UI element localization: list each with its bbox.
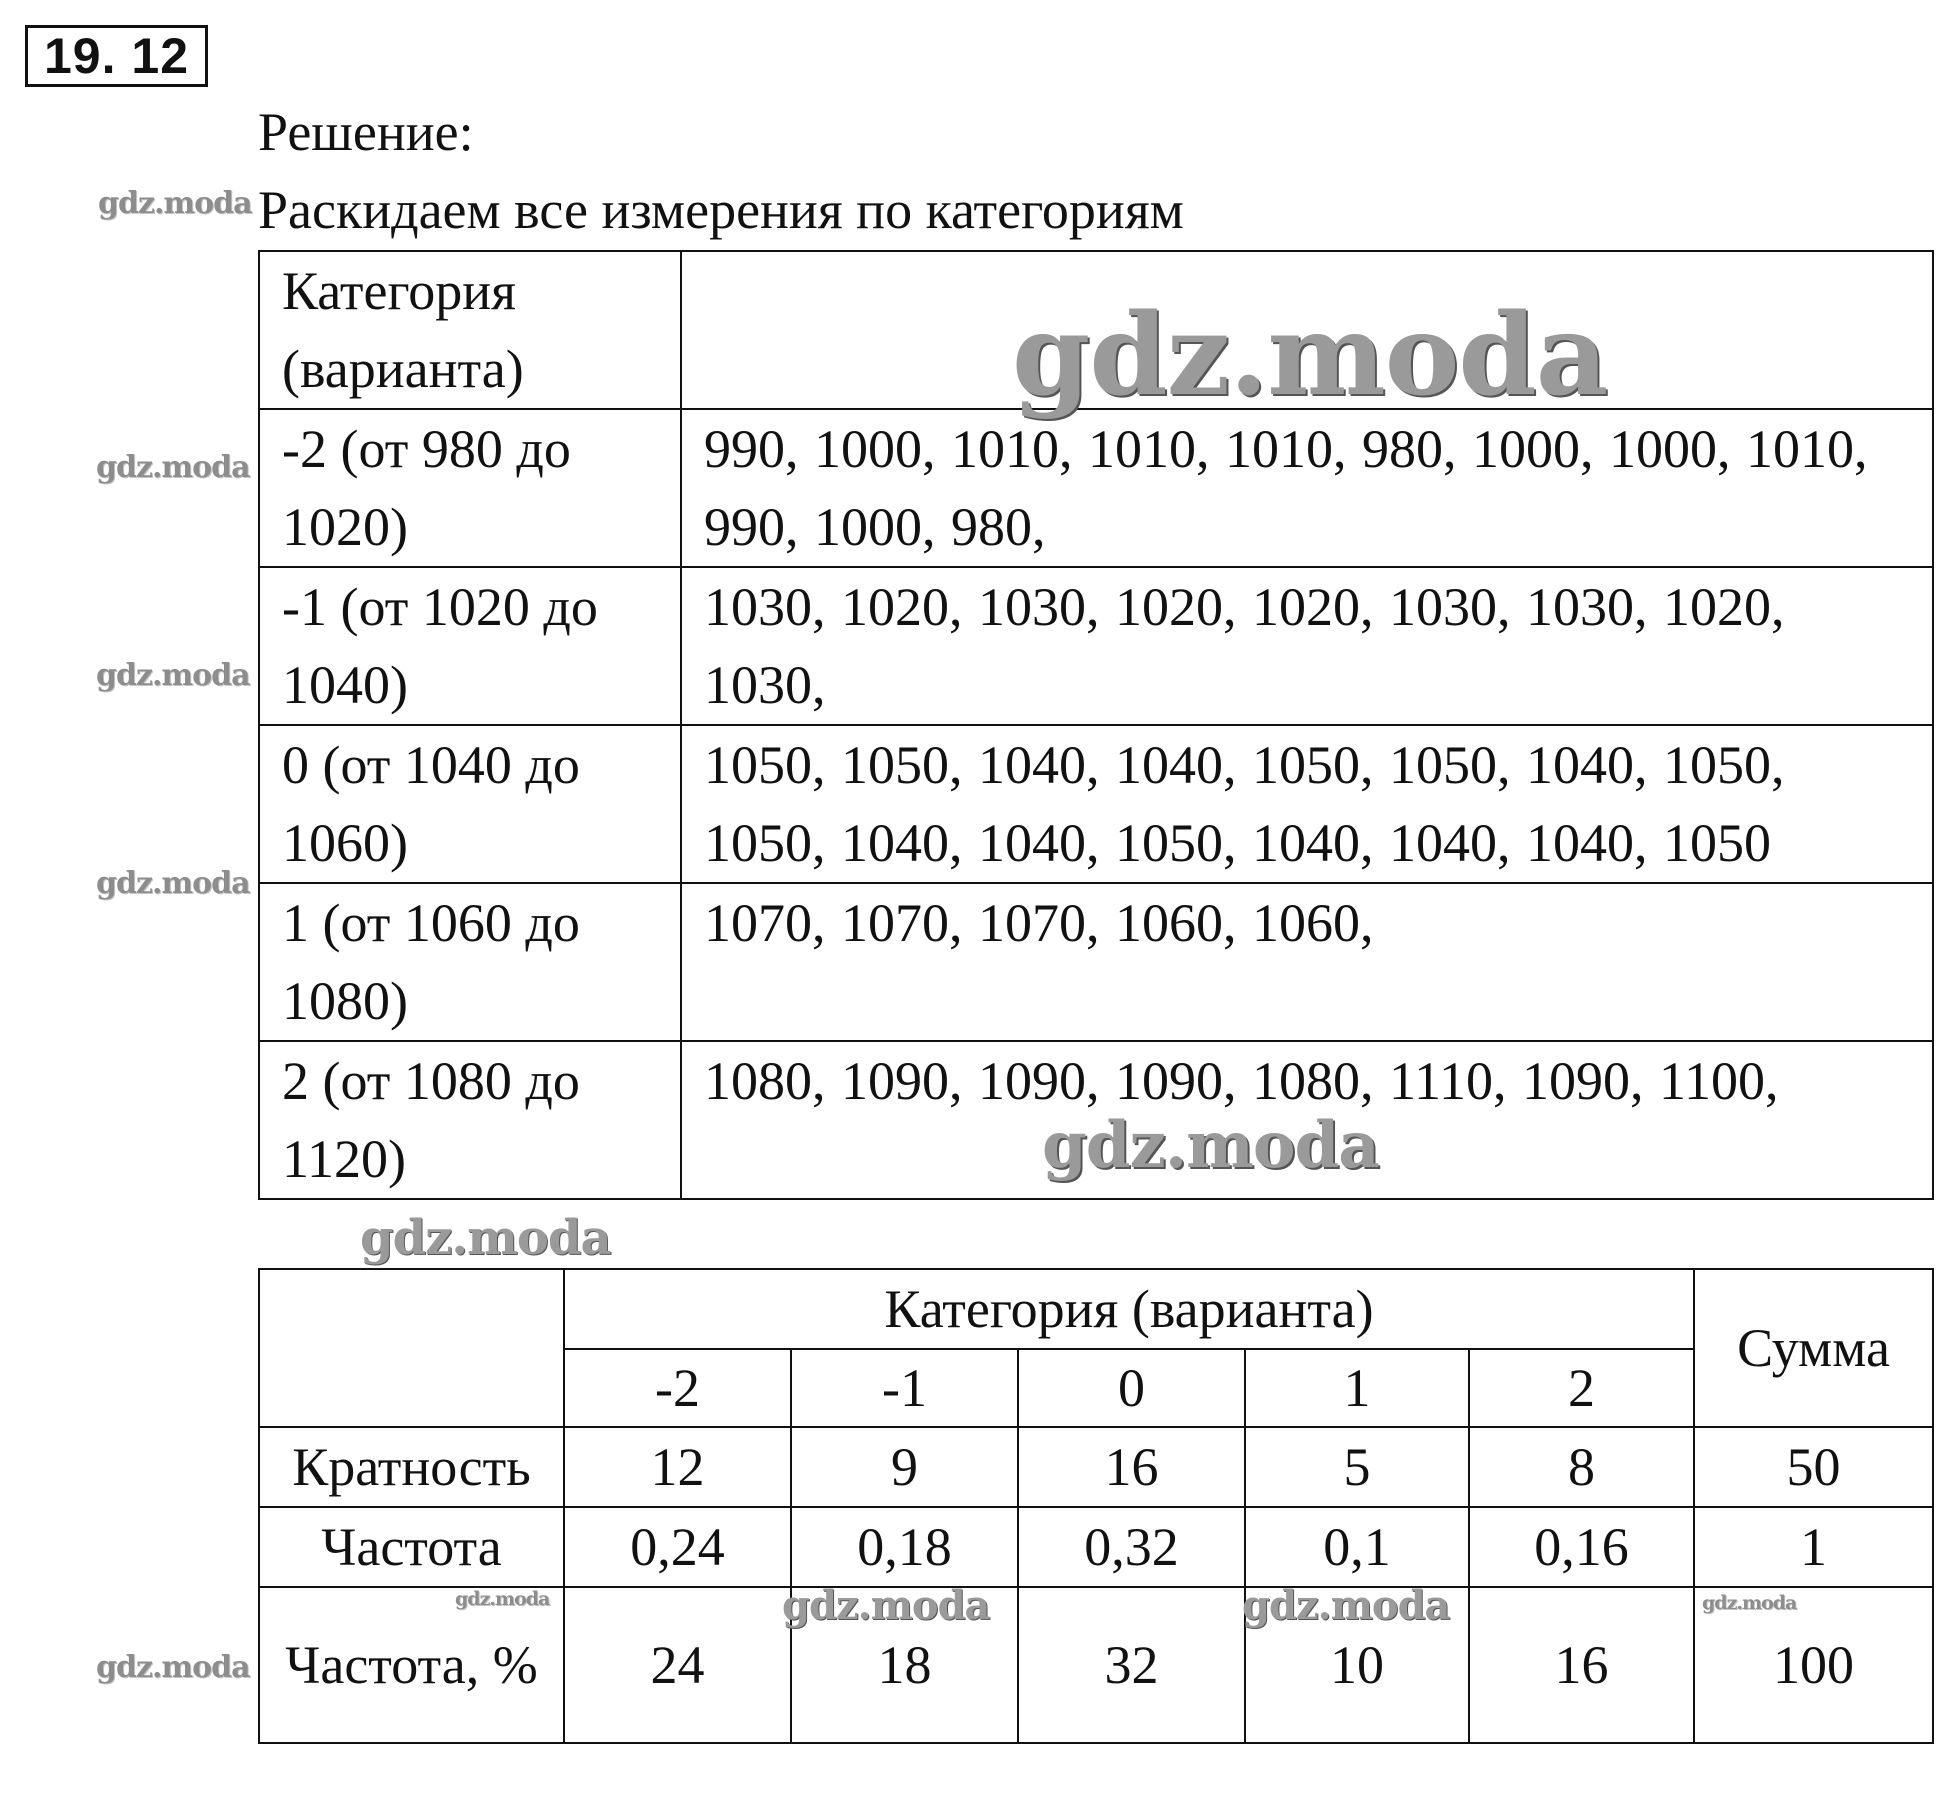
row-label: Частота bbox=[259, 1507, 564, 1587]
table-cell: 5 bbox=[1245, 1427, 1469, 1507]
watermark: gdz.moda bbox=[1702, 1592, 1797, 1614]
solution-label: Решение: bbox=[258, 102, 474, 162]
table-cell: 18 bbox=[791, 1587, 1018, 1743]
watermark: gdz.moda bbox=[96, 866, 250, 901]
category-cell: 1 (от 1060 до 1080) bbox=[259, 883, 681, 1041]
values-cell: 1070, 1070, 1070, 1060, 1060, bbox=[681, 883, 1933, 1041]
table-cell: 9 bbox=[791, 1427, 1018, 1507]
category-label: 1 bbox=[1245, 1349, 1469, 1427]
table-cell: 24 bbox=[564, 1587, 791, 1743]
intro-text: Раскидаем все измерения по категориям bbox=[258, 180, 1184, 240]
category-header: Категория (варианта) bbox=[564, 1269, 1694, 1349]
category-label: 0 bbox=[1018, 1349, 1245, 1427]
watermark: gdz.moda bbox=[96, 450, 250, 485]
values-cell: 1080, 1090, 1090, 1090, 1080, 1110, 1090, 1100, bbox=[681, 1041, 1933, 1199]
category-cell: -1 (от 1020 до 1040) bbox=[259, 567, 681, 725]
category-label: -2 bbox=[564, 1349, 791, 1427]
watermark: gdz.moda bbox=[782, 1582, 990, 1629]
category-label: 2 bbox=[1469, 1349, 1694, 1427]
values-cell: 1030, 1020, 1030, 1020, 1020, 1030, 1030, 1020, 1030, bbox=[681, 567, 1933, 725]
values-cell: 1050, 1050, 1040, 1040, 1050, 1050, 1040, 1050, 1050, 1040, 1040, 1050, 1040, 1040, 1040, 1050 bbox=[681, 725, 1933, 883]
table-cell: 32 bbox=[1018, 1587, 1245, 1743]
watermark: gdz.moda bbox=[1012, 290, 1608, 421]
watermark: gdz.moda bbox=[96, 1650, 250, 1685]
category-label: -1 bbox=[791, 1349, 1018, 1427]
category-cell: 2 (от 1080 до 1120) bbox=[259, 1041, 681, 1199]
table-cell: 0,1 bbox=[1245, 1507, 1469, 1587]
table-row bbox=[259, 1427, 1933, 1507]
sum-cell: 100 bbox=[1694, 1587, 1933, 1743]
problem-number: 19. 12 bbox=[25, 25, 208, 87]
table-row bbox=[259, 1507, 1933, 1587]
values-cell: 990, 1000, 1010, 1010, 1010, 980, 1000, 1000, 1010, 990, 1000, 980, bbox=[681, 409, 1933, 567]
category-header: Категория (варианта) bbox=[259, 251, 681, 409]
sum-cell: 1 bbox=[1694, 1507, 1933, 1587]
table-cell: 16 bbox=[1018, 1427, 1245, 1507]
sum-cell: 50 bbox=[1694, 1427, 1933, 1507]
frequency-table bbox=[258, 1268, 1934, 1744]
table-cell: 8 bbox=[1469, 1427, 1694, 1507]
table-row bbox=[259, 409, 1933, 567]
watermark: gdz.moda bbox=[98, 186, 252, 221]
watermark: gdz.moda bbox=[96, 658, 250, 693]
corner-cell bbox=[259, 1269, 564, 1427]
category-cell: 0 (от 1040 до 1060) bbox=[259, 725, 681, 883]
category-cell: -2 (от 980 до 1020) bbox=[259, 409, 681, 567]
table-cell: 0,24 bbox=[564, 1507, 791, 1587]
table-cell: 0,32 bbox=[1018, 1507, 1245, 1587]
watermark: gdz.moda bbox=[455, 1588, 550, 1610]
table-cell: 16 bbox=[1469, 1587, 1694, 1743]
watermark: gdz.moda bbox=[1042, 1108, 1379, 1183]
table-row bbox=[259, 883, 1933, 1041]
table-cell: 0,18 bbox=[791, 1507, 1018, 1587]
table-cell: 12 bbox=[564, 1427, 791, 1507]
table-cell: 10 bbox=[1245, 1587, 1469, 1743]
table-row bbox=[259, 1587, 1933, 1743]
row-label: Частота, % bbox=[259, 1587, 564, 1743]
table-cell: 0,16 bbox=[1469, 1507, 1694, 1587]
table-header-row bbox=[259, 1269, 1933, 1349]
table-row bbox=[259, 567, 1933, 725]
row-label: Кратность bbox=[259, 1427, 564, 1507]
watermark: gdz.moda bbox=[360, 1210, 611, 1266]
watermark: gdz.moda bbox=[1242, 1582, 1450, 1629]
table-row bbox=[259, 725, 1933, 883]
sum-header: Сумма bbox=[1694, 1269, 1933, 1427]
